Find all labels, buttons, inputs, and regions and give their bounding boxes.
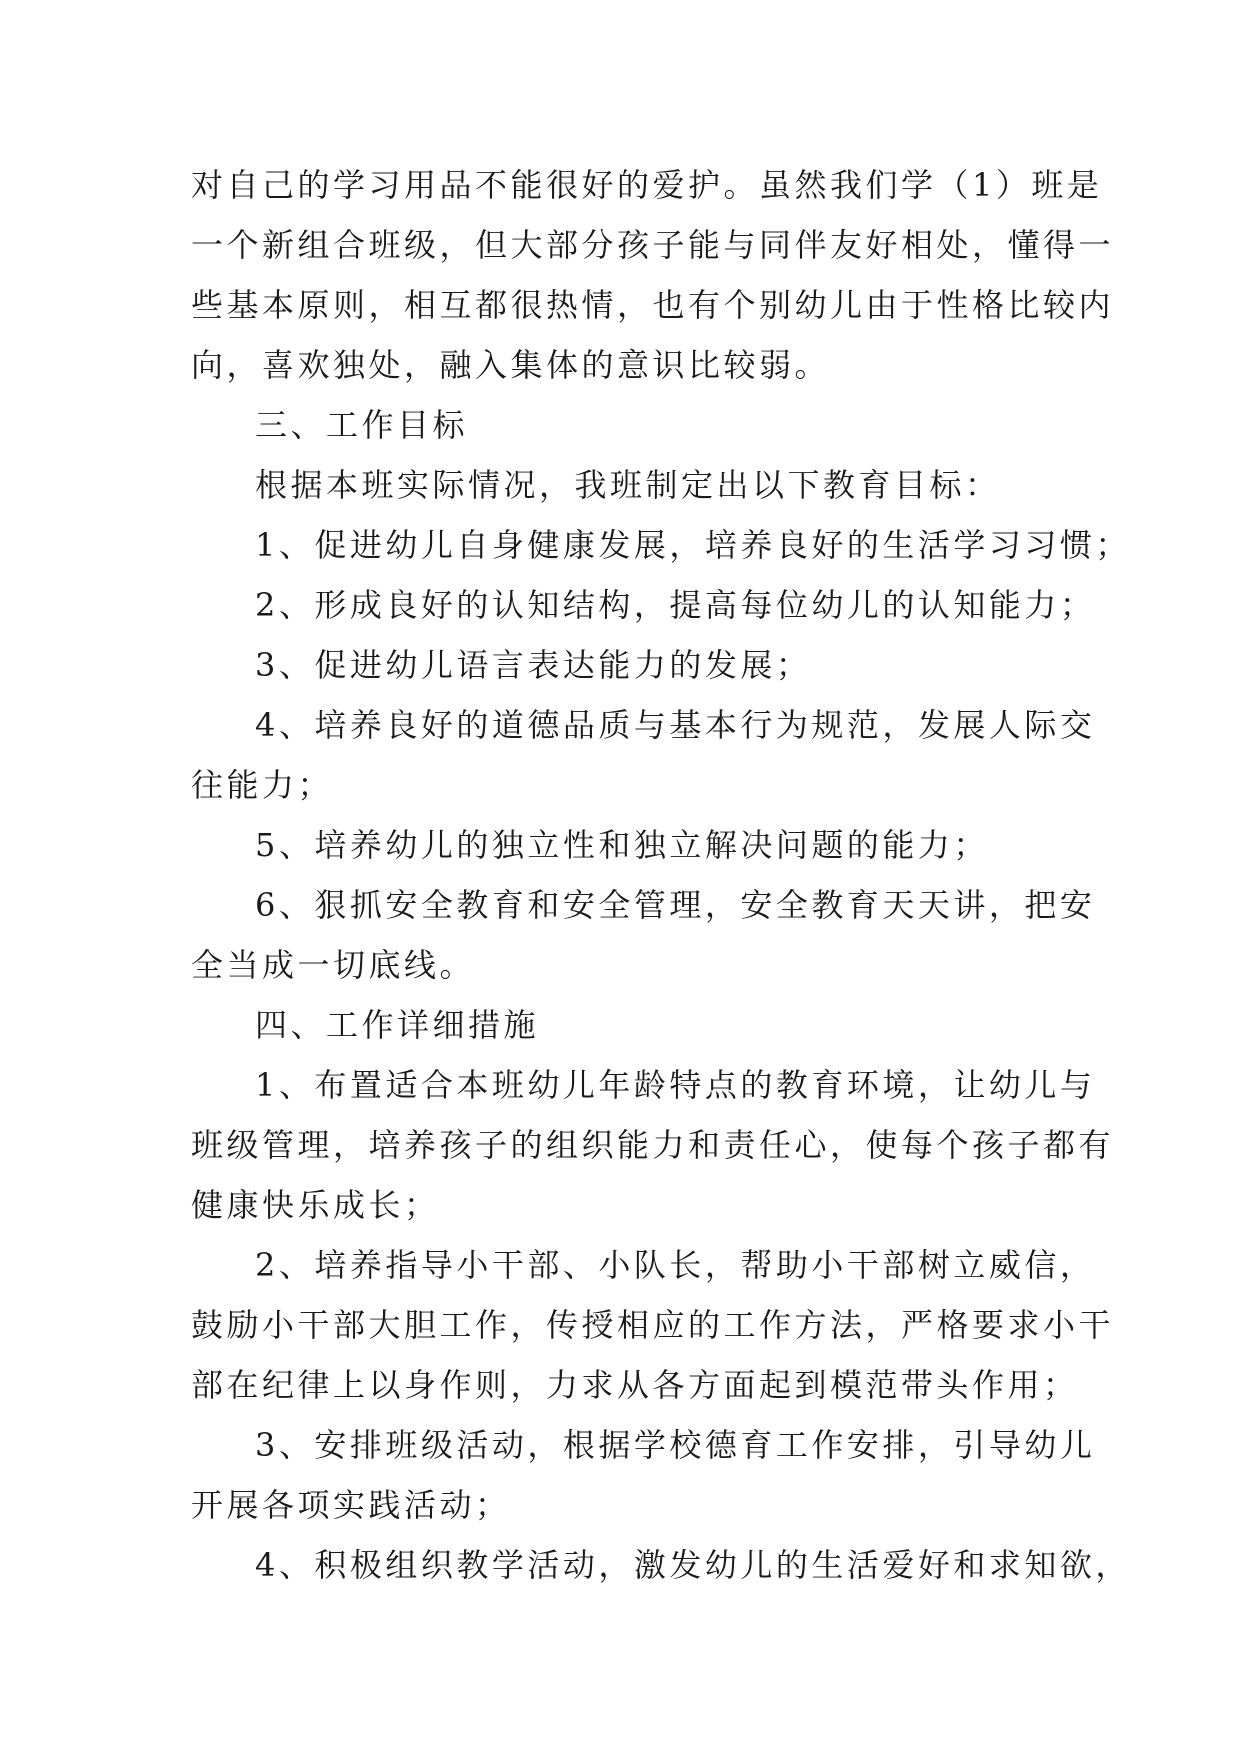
- goal-item: 4、培养良好的道德品质与基本行为规范，发展人际交: [255, 706, 1096, 744]
- measure-item-continuation: 开展各项实践活动；: [191, 1486, 511, 1524]
- measure-item-continuation: 健康快乐成长；: [191, 1186, 440, 1224]
- measure-item-continuation: 班级管理，培养孩子的组织能力和责任心，使每个孩子都有: [191, 1126, 1115, 1164]
- goal-item: 2、形成良好的认知结构，提高每位幼儿的认知能力；: [255, 586, 1096, 624]
- measure-item-continuation: 部在纪律上以身作则，力求从各方面起到模范带头作用；: [191, 1366, 1079, 1404]
- paragraph-line: 对自己的学习用品不能很好的爱护。虽然我们学（1）班是: [191, 166, 1103, 204]
- goal-item-continuation: 往能力；: [191, 766, 334, 804]
- measure-item: 4、积极组织教学活动，激发幼儿的生活爱好和求知欲，: [255, 1546, 1131, 1584]
- goal-item: 6、狠抓安全教育和安全管理，安全教育天天讲，把安: [255, 886, 1096, 924]
- document-body: [191, 155, 1131, 1595]
- goal-item: 5、培养幼儿的独立性和独立解决问题的能力；: [255, 826, 989, 864]
- goal-item: 3、促进幼儿语言表达能力的发展；: [255, 646, 812, 684]
- section-heading-work-measures: 四、工作详细措施: [255, 1006, 540, 1044]
- paragraph-line: 向，喜欢独处，融入集体的意识比较弱。: [191, 346, 831, 384]
- measure-item-continuation: 鼓励小干部大胆工作，传授相应的工作方法，严格要求小干: [191, 1306, 1115, 1344]
- measure-item: 1、布置适合本班幼儿年龄特点的教育环境，让幼儿与: [255, 1066, 1096, 1104]
- measure-item: 3、安排班级活动，根据学校德育工作安排，引导幼儿: [255, 1426, 1096, 1464]
- goal-item-continuation: 全当成一切底线。: [191, 946, 476, 984]
- measure-item: 2、培养指导小干部、小队长，帮助小干部树立威信，: [255, 1246, 1096, 1284]
- goal-item: 1、促进幼儿自身健康发展，培养良好的生活学习习惯；: [255, 526, 1131, 564]
- section-heading-work-goals: 三、工作目标: [255, 406, 469, 444]
- paragraph-line: 一个新组合班级，但大部分孩子能与同伴友好相处，懂得一: [191, 226, 1115, 264]
- paragraph-line: 些基本原则，相互都很热情，也有个别幼儿由于性格比较内: [191, 286, 1115, 324]
- paragraph-line: 根据本班实际情况，我班制定出以下教育目标：: [255, 466, 1001, 504]
